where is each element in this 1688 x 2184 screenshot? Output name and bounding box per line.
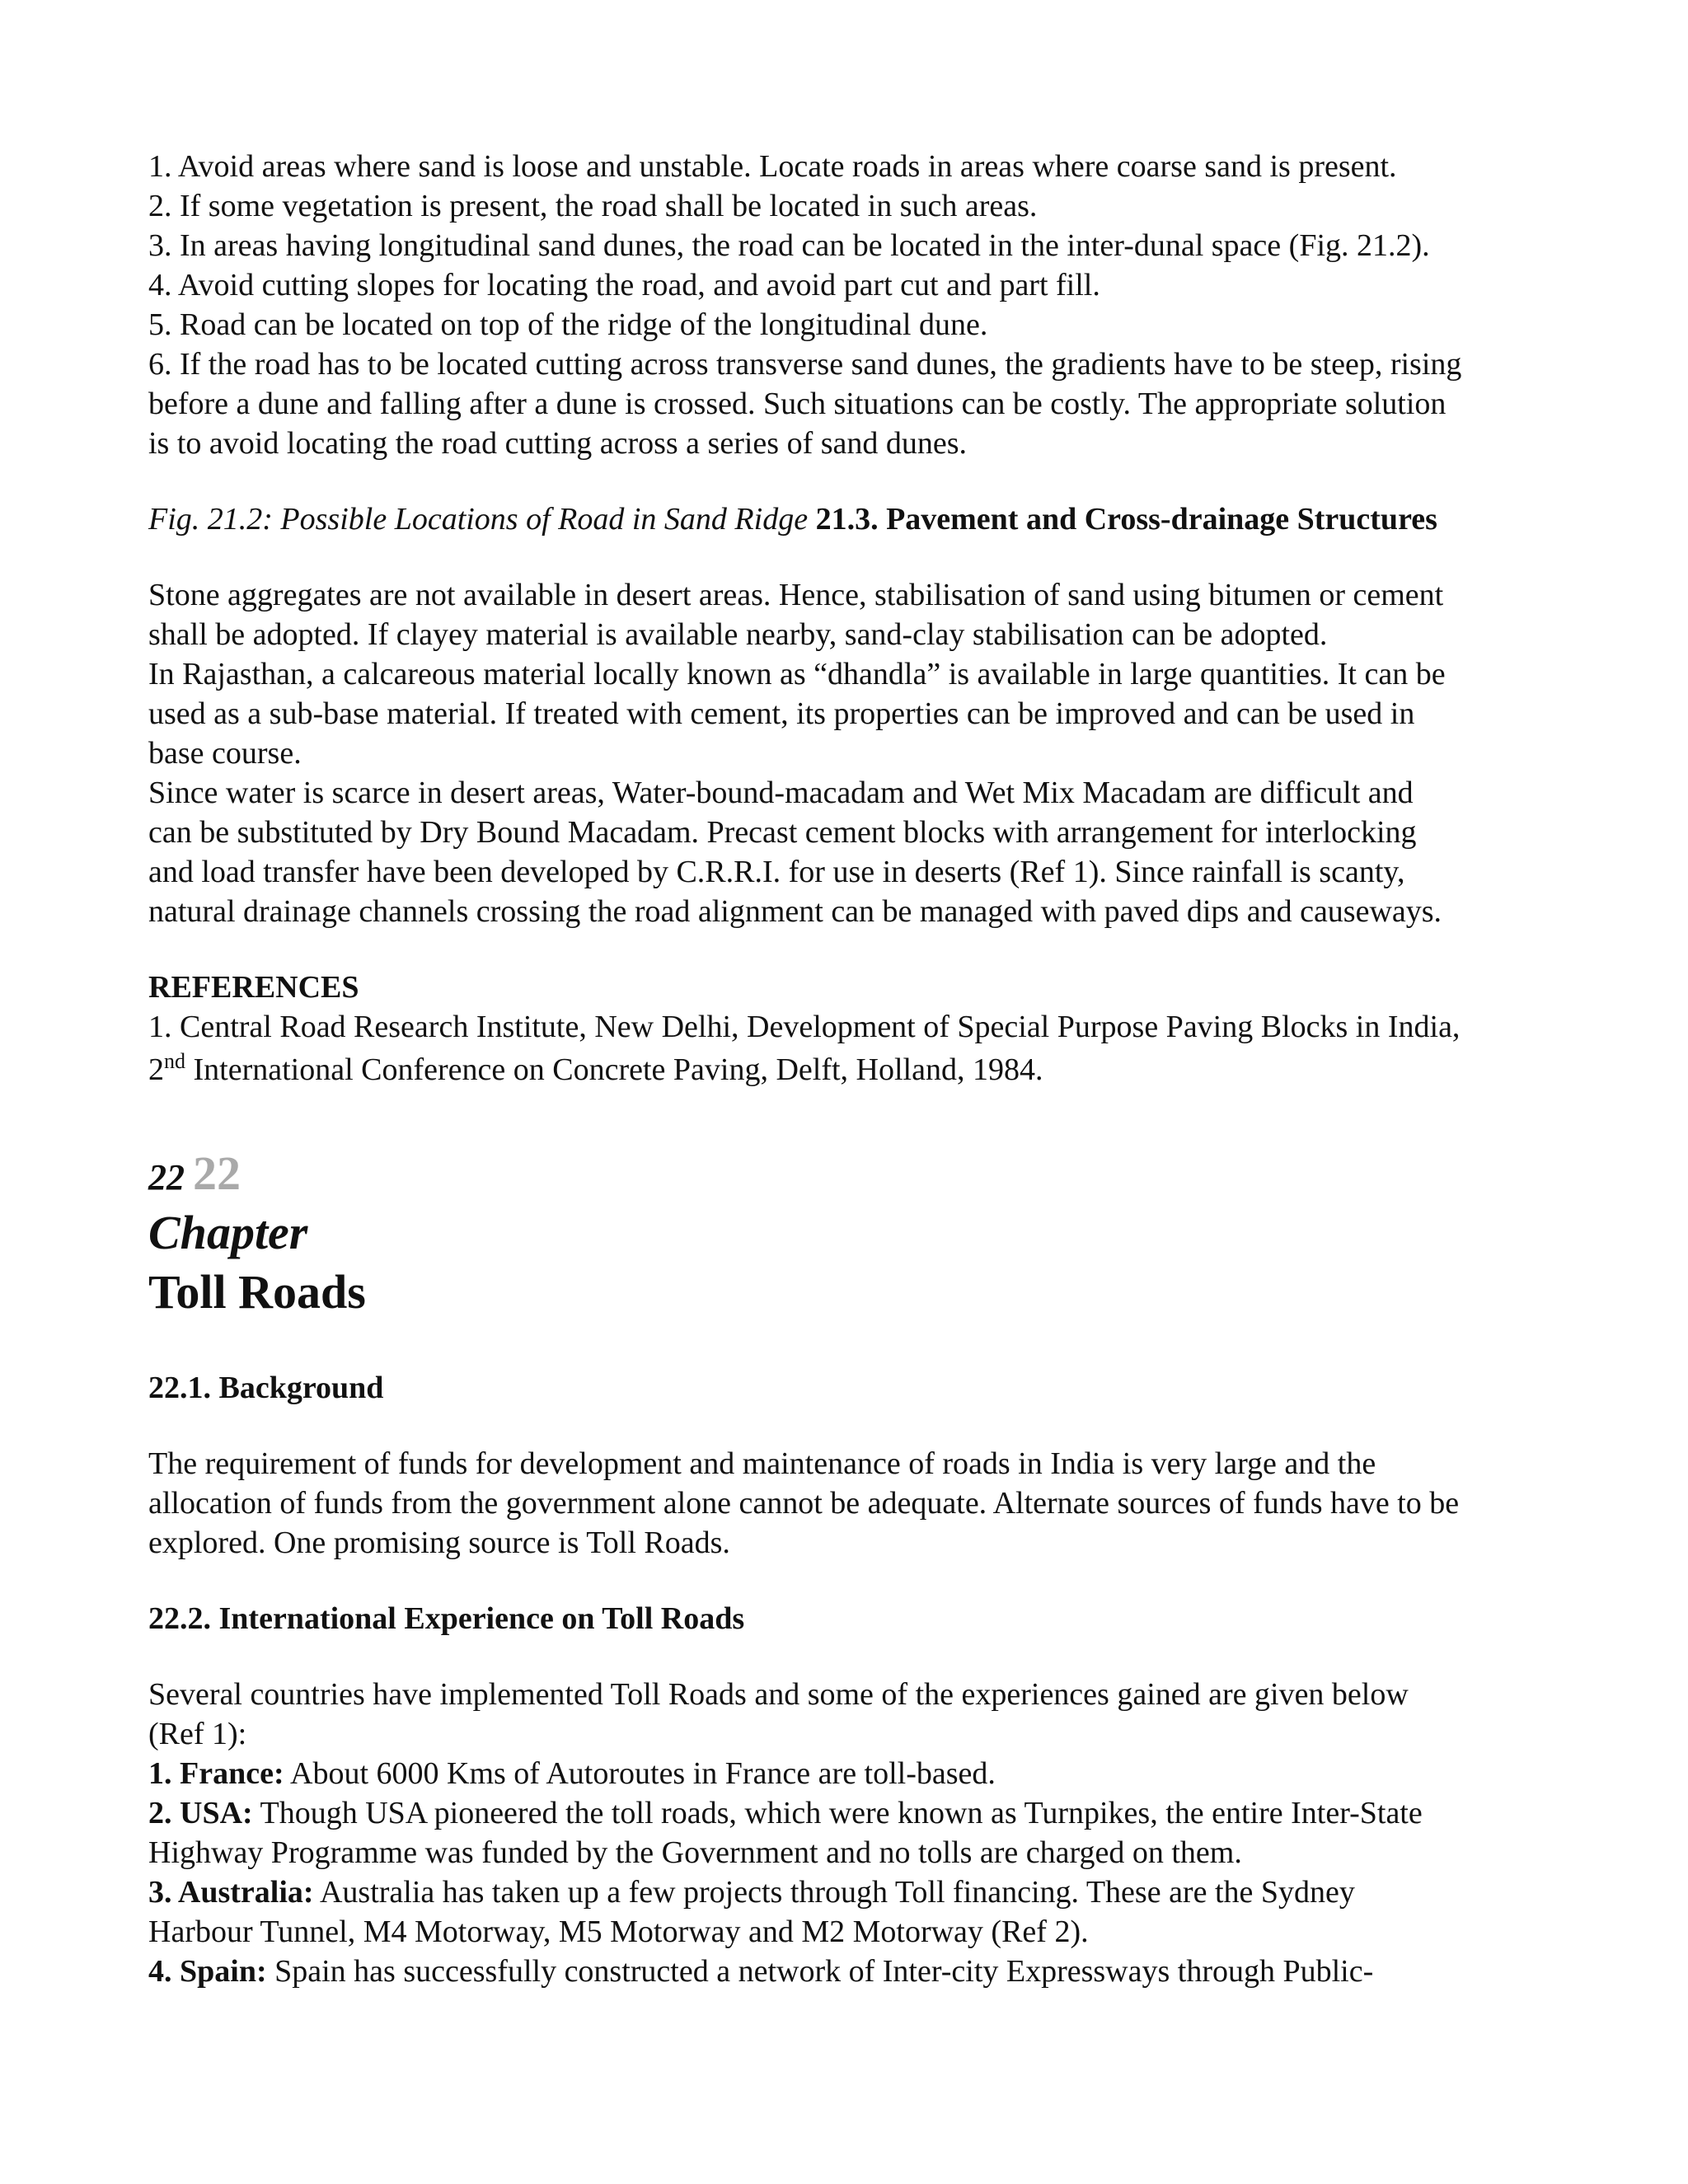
country-item-france [148,1754,1550,1793]
country-text: Spain has successfully constructed a network of Inter-city Expressways through Public- [266,1954,1374,1989]
paragraph-line: (Ref 1): [148,1717,247,1751]
paragraph-line: In Rajasthan, a calcareous material locally known as “dhandla” is available in large quantities. It can be [148,657,1446,691]
ordinal-number: 2 [148,1052,164,1087]
chapter-number-italic: 22 [148,1157,185,1197]
country-label: 4. Spain: [148,1954,267,1989]
chapter-title: Toll Roads [148,1265,366,1319]
paragraph-line: base course. [148,736,302,771]
paragraph-line: explored. One promising source is Toll Roads. [148,1526,730,1560]
country-text: About 6000 Kms of Autoroutes in France are toll-based. [284,1756,996,1791]
country-item-continuation: Harbour Tunnel, M4 Motorway, M5 Motorway and M2 Motorway (Ref 2). [148,1915,1089,1949]
country-text: Though USA pioneered the toll roads, which were known as Turnpikes, the entire Inter-State [252,1796,1423,1830]
section-22-1 [148,1368,1550,1563]
reference-text: International Conference on Concrete Paving, Delft, Holland, 1984. [185,1052,1043,1087]
list-item: 5. Road can be located on top of the ridge of the longitudinal dune. [148,307,988,342]
paragraph-line: allocation of funds from the government alone cannot be adequate. Alternate sources of funds have to be [148,1486,1460,1521]
country-label: 3. Australia: [148,1875,314,1910]
section-heading-22-1: 22.1. Background [148,1371,384,1405]
paragraph-line: and load transfer have been developed by C.R.R.I. for use in deserts (Ref 1). Since rainfall is scanty, [148,855,1405,889]
paragraph-line: natural drainage channels crossing the road alignment can be managed with paved dips and causeways. [148,894,1442,929]
paragraph-line: shall be adopted. If clayey material is available nearby, sand-clay stabilisation can be adopted. [148,617,1328,652]
paragraph-line: Several countries have implemented Toll Roads and some of the experiences gained are given below [148,1677,1409,1712]
country-item-australia [148,1872,1550,1912]
section-heading-22-2: 22.2. International Experience on Toll Roads [148,1601,745,1636]
list-item: 1. Avoid areas where sand is loose and unstable. Locate roads in areas where coarse sand is present. [148,149,1397,184]
list-item: 4. Avoid cutting slopes for locating the road, and avoid part cut and part fill. [148,268,1100,302]
paragraph-line: Stone aggregates are not available in desert areas. Hence, stabilisation of sand using bitumen or cement [148,578,1444,612]
ordinal-suffix: nd [164,1049,185,1073]
reference-item-continuation [148,1047,1550,1093]
country-item-continuation: Highway Programme was funded by the Government and no tolls are charged on them. [148,1835,1242,1870]
figure-caption: Fig. 21.2: Possible Locations of Road in Sand Ridge [148,502,809,537]
list-item: 3. In areas having longitudinal sand dunes, the road can be located in the inter-dunal space (Fig. 21.2). [148,228,1430,263]
country-label: 2. USA: [148,1796,253,1830]
references-heading: REFERENCES [148,970,359,1005]
paragraph-line: Since water is scarce in desert areas, Water-bound-macadam and Wet Mix Macadam are difficult and [148,776,1414,810]
paragraph-line: can be substituted by Dry Bound Macadam. Precast cement blocks with arrangement for interlocking [148,815,1417,850]
country-label: 1. France: [148,1756,284,1791]
list-item: 2. If some vegetation is present, the road shall be located in such areas. [148,189,1038,223]
references-section [148,968,1550,1093]
list-item-continuation: before a dune and falling after a dune is crossed. Such situations can be costly. The appropriate solution [148,387,1447,421]
country-item-usa [148,1793,1550,1833]
chapter-number [148,1147,1550,1200]
chapter-number-grey: 22 [193,1146,241,1200]
country-item-spain [148,1952,1550,1991]
document-page [148,147,1550,1991]
section-22-2 [148,1599,1550,1991]
pavement-paragraph [148,575,1550,931]
caption-and-section-heading [148,499,1550,539]
sand-dune-guidelines-list [148,147,1550,463]
list-item: 6. If the road has to be located cutting across transverse sand dunes, the gradients have to be steep, rising [148,347,1462,382]
reference-item: 1. Central Road Research Institute, New Delhi, Development of Special Purpose Paving Blocks in India, [148,1010,1461,1044]
list-item-continuation: is to avoid locating the road cutting across a series of sand dunes. [148,426,968,461]
country-text: Australia has taken up a few projects through Toll financing. These are the Sydney [313,1875,1355,1910]
section-heading-21-3: 21.3. Pavement and Cross-drainage Structures [815,502,1437,537]
chapter-header [148,1147,1550,1322]
chapter-label: Chapter [148,1206,308,1259]
paragraph-line: used as a sub-base material. If treated with cement, its properties can be improved and can be used in [148,696,1415,731]
paragraph-line: The requirement of funds for development and maintenance of roads in India is very large and the [148,1446,1376,1481]
